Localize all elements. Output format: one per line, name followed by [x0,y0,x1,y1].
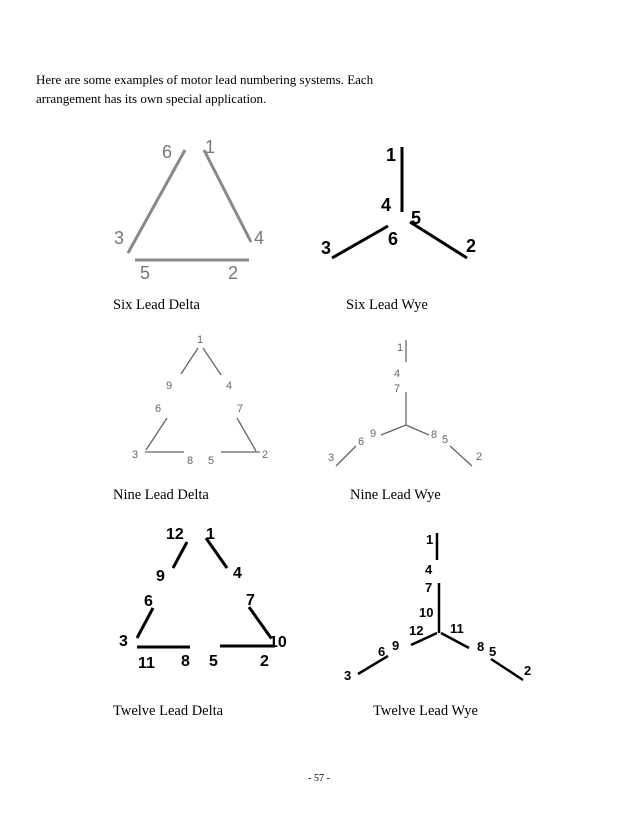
lead-label: 1 [205,137,216,157]
caption-twelve-lead-wye: Twelve Lead Wye [373,703,478,719]
lead-label: 6 [162,142,173,162]
lead-label: 7 [394,383,401,395]
six-lead-wye-diagram [310,135,510,275]
lead-label: 6 [388,229,399,249]
lead-label: 1 [197,334,204,346]
lead-label: 2 [260,653,269,670]
wye-arm-left-lower [336,446,356,466]
lead-label: 1 [386,145,397,165]
wye-arm-right [406,425,429,435]
lead-label: 5 [489,644,497,659]
lead-label: 2 [262,449,269,461]
caption-six-lead-wye: Six Lead Wye [346,297,428,313]
twelve-lead-wye-diagram [335,525,540,690]
lead-label: 8 [187,455,194,467]
lead-label: 2 [524,663,532,678]
caption-six-lead-delta: Six Lead Delta [113,297,200,313]
wye-arm-right-lower [450,446,472,466]
lead-label: 10 [419,605,434,620]
lead-label: 5 [208,455,215,467]
wye-arm-left [332,226,388,258]
lead-label: 4 [425,562,433,577]
wye-arm-left [381,425,406,435]
nine-lead-wye-diagram [318,335,498,475]
lead-label: 2 [466,236,477,256]
lead-label: 11 [450,621,464,636]
lead-label: 1 [206,526,215,543]
lead-label: 6 [144,593,153,610]
lead-label: 6 [378,644,386,659]
delta-segment [137,608,153,638]
lead-label: 6 [358,436,365,448]
lead-label: 4 [394,368,401,380]
lead-label: 9 [156,568,165,585]
delta-side-right [204,150,251,242]
lead-label: 11 [138,655,155,672]
lead-label: 5 [411,208,422,228]
wye-arm-right-lower [491,659,523,680]
lead-label: 5 [442,434,449,446]
lead-label: 3 [119,633,128,650]
lead-label: 6 [155,403,162,415]
lead-label: 12 [409,623,424,638]
page-number: - 57 - [308,773,330,784]
lead-label: 2 [476,451,483,463]
lead-label: 8 [181,653,190,670]
delta-segment [181,348,198,374]
lead-label: 9 [166,380,173,392]
lead-label: 7 [425,580,433,595]
delta-segment [237,418,256,451]
twelve-lead-delta-diagram [110,520,300,680]
lead-label: 7 [246,592,255,609]
lead-label: 4 [233,565,242,582]
delta-segment [146,418,167,450]
lead-label: 4 [381,195,392,215]
lead-label: 3 [328,452,335,464]
lead-label: 5 [209,653,218,670]
intro-line-1: Here are some examples of motor lead numbering systems. Each [36,72,374,87]
lead-label: 8 [477,639,485,654]
lead-label: 8 [431,429,438,441]
lead-label: 9 [370,428,377,440]
six-lead-delta-diagram [105,130,280,290]
lead-label: 9 [392,638,400,653]
lead-label: 7 [237,403,244,415]
lead-label: 3 [114,228,125,248]
lead-label: 1 [397,342,404,354]
lead-label: 3 [344,668,352,683]
lead-label: 4 [226,380,233,392]
lead-label: 3 [321,238,332,258]
intro-line-2: arrangement has its own special application. [36,91,267,106]
caption-nine-lead-delta: Nine Lead Delta [113,487,209,503]
nine-lead-delta-diagram [125,330,285,470]
lead-label: 3 [132,449,139,461]
lead-label: 5 [140,263,151,283]
lead-label: 12 [166,526,184,543]
delta-side-left [128,150,185,253]
caption-nine-lead-wye: Nine Lead Wye [350,487,441,503]
lead-label: 10 [269,634,287,651]
intro-paragraph [36,70,476,108]
delta-segment [173,542,187,568]
delta-segment [249,607,271,638]
lead-label: 2 [228,263,239,283]
lead-label: 1 [426,532,434,547]
lead-label: 4 [254,228,265,248]
delta-segment [203,348,221,375]
caption-twelve-lead-delta: Twelve Lead Delta [113,703,224,719]
